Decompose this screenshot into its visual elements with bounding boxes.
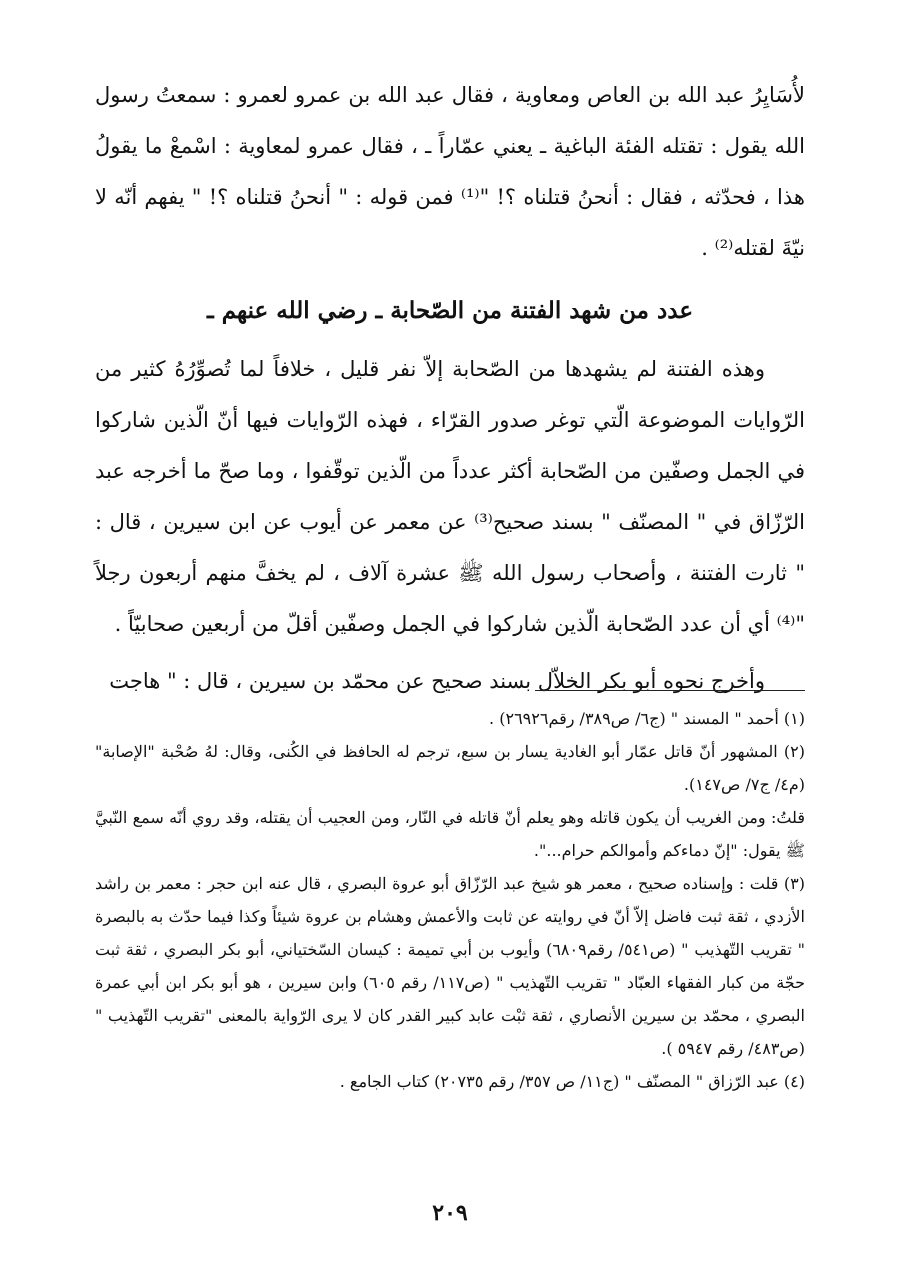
main-text: [95, 70, 805, 707]
footnote-1: (١) أحمد " المسند " (ج٦/ ص٣٨٩/ رقم٢٦٩٢٦) .: [489, 709, 805, 728]
footnote-3: (٣) قلت : وإسناده صحيح ، معمر هو شيخ عبد الرّزّاق أبو عروة البصري ، قال عنه ابن حجر : معمر بن راشد الأزدي ، ثقة ثبت فاضل إلاّ أنّ في روايته عن ثابت والأعمش وهشام بن عروة شيئاً وكذا فيما حدّث به بالبصرة " تقريب التّهذيب " (ص٥٤١/ رقم٦٨٠٩) وأيوب بن أبي تميمة : كيسان السّختياني، أبو بكر البصري ، ثقة ثبت حجّة من كبار الفقهاء العبّاد " تقريب التّهذيب " (ص١١٧/ رقم ٦٠٥) وابن سيرين ، هو أبو بكر ابن أبي عمرة البصري ، محمّد بن سيرين الأنصاري ، ثقة ثبْت عابد كبير القدر كان لا يرى الرّواية بالمعنى "تقريب التّهذيب " (ص٤٨٣/ رقم ٥٩٤٧ ).: [95, 874, 806, 1058]
paragraph-2: وهذه الفتنة لم يشهدها من الصّحابة إلاّ نفر قليل ، خلافاً لما تُصوِّرُهُ كثير من الرّوايات الموضوعة الّتي توغر صدور القرّاء ، فهذه الرّوايات فيها أنّ الّذين شاركوا في الجمل وصفّين من الصّحابة أكثر عدداً من الّذين توقّفوا ، وما صحّ ما أخرجه عبد الرّزّاق في " المصنّف " بسند صحيح⁽³⁾ عن معمر عن أيوب عن ابن سيرين ، قال : " ثارت الفتنة ، وأصحاب رسول الله ﷺ عشرة آلاف ، لم يخفَّ منهم أربعون رجلاً "⁽⁴⁾ أي أن عدد الصّحابة الّذين شاركوا في الجمل وصفّين أقلّ من أربعين صحابيّاً .: [95, 357, 805, 636]
page-number: ٢٠٩: [432, 1200, 468, 1226]
paragraph-3: وأخرج نحوه أبو بكر الخلاّل بسند صحيح عن محمّد بن سيرين ، قال : " هاجت: [109, 669, 765, 693]
footnotes: [95, 702, 805, 1098]
paragraph-1: لأُسَايِرُ عبد الله بن العاص ومعاوية ، فقال عبد الله بن عمرو لعمرو : سمعتُ رسول الله يقول : تقتله الفئة الباغية ـ يعني عمّاراً ـ ، فقال عمرو لمعاوية : اسْمعْ ما يقولُ هذا ، فحدّثه ، فقال : أنحنُ قتلناه ؟! "⁽¹⁾ فمن قوله : " أنحنُ قتلناه ؟! " يفهم أنّه لا نيّةَ لقتله⁽²⁾ .: [95, 83, 805, 260]
footnote-4: (٤) عبد الرّزاق " المصنّف " (ج١١/ ص ٣٥٧/ رقم ٢٠٧٣٥) كتاب الجامع .: [339, 1072, 805, 1091]
footnote-separator: [535, 690, 805, 691]
footnote-2-comment: قلتُ: ومن الغريب أن يكون قاتله وهو يعلم أنّ قاتله في النّار، ومن العجيب أن يقتله، وقد روي أنّه سمع النّبيَّ ﷺ يقول: "إنّ دماءكم وأموالكم حرام...".: [95, 808, 805, 860]
section-heading: عدد من شهد الفتنة من الصّحابة ـ رضي الله عنهم ـ: [206, 297, 694, 324]
footnote-2: (٢) المشهور أنّ قاتل عمّار أبو الغادية يسار بن سبع، ترجم له الحافظ في الكُنى، وقال: لهُ صُحْبة "الإصابة" (م٤/ ج٧/ ص١٤٧).: [95, 742, 805, 794]
